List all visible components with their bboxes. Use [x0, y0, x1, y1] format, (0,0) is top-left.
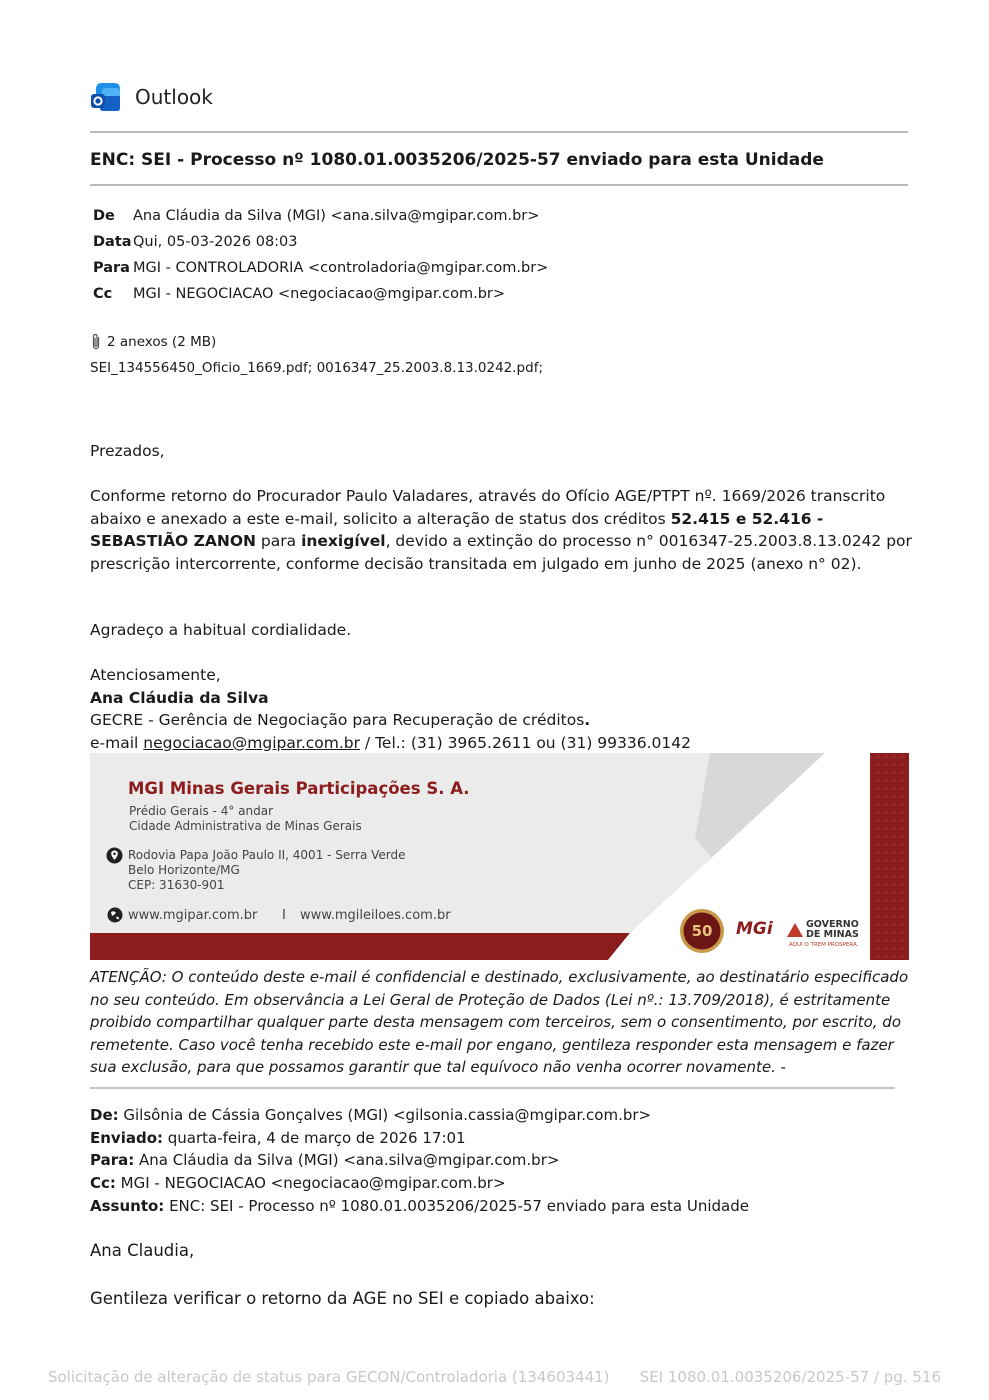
forwarded-headers: [90, 1104, 749, 1218]
footer-document-title: Solicitação de alteração de status para GECON/Controladoria (134603441): [48, 1368, 610, 1386]
fwd-sent-row: [90, 1127, 749, 1150]
50-years-seal: [679, 908, 725, 954]
attachments-count: 2 anexos (2 MB): [107, 333, 217, 350]
footer-page-info: SEI 1080.01.0035206/2025-57 / pg. 516: [639, 1368, 941, 1386]
signature-dept: [90, 709, 915, 732]
fwd-from: Gilsônia de Cássia Gonçalves (MGI) <gilsonia.cassia@mgipar.com.br>: [118, 1106, 652, 1124]
body-paragraph: [90, 485, 915, 575]
fwd-from-label: De:: [90, 1106, 119, 1124]
phone-text: / Tel.: (31) 3965.2611 ou (31) 99336.0142: [360, 733, 691, 752]
email-label: e-mail: [90, 733, 144, 752]
banner-site2[interactable]: www.mgileiloes.com.br: [300, 908, 451, 923]
to-value[interactable]: MGI - CONTROLADORIA <controladoria@mgipar.com.br>: [133, 260, 549, 276]
fwd-cc-row: [90, 1172, 749, 1195]
banner-company: MGI Minas Gerais Participações S. A.: [128, 779, 470, 798]
fwd-subject-row: [90, 1195, 749, 1218]
fwd-subject-label: Assunto:: [90, 1196, 165, 1215]
email-headers: [93, 203, 548, 307]
greeting: Prezados,: [90, 442, 165, 460]
cc-value[interactable]: MGI - NEGOCIACAO <negociacao@mgipar.com.br>: [133, 286, 506, 302]
gov-line2: DE MINAS: [806, 929, 859, 940]
app-name: Outlook: [135, 85, 213, 109]
mgi-logo: MGi: [736, 919, 773, 939]
to-row: [93, 255, 548, 281]
divider: [90, 1087, 895, 1089]
notice-text: ATENÇÃO: O conteúdo deste e-mail é confidencial e destinado, exclusivamente, ao destinatário especificado no seu conteúdo. Em observância a Lei Geral de Proteção de Dados (Lei nº.: 13.709/2018), é estritamente proibido compartilhar qualquer parte desta mensagem com terceiros, sem o consentimento, por escrito, do remetente. Caso você tenha recebido este e-mail por engano, gentileza responder esta mensagem e fazer sua exclusão, para que possamos garantir que tal equívoco não venha ocorrer novamente.: [90, 968, 909, 1076]
governo-logo-text: [806, 920, 859, 940]
banner-addr1: Rodovia Papa João Paulo II, 4001 - Serra Verde: [128, 848, 406, 862]
banner-addr3: CEP: 31630-901: [128, 878, 225, 892]
date-value: Qui, 05-03-2026 08:03: [133, 234, 298, 250]
body-text: para: [256, 532, 302, 550]
closing: Atenciosamente,: [90, 666, 221, 684]
outlook-icon: [90, 82, 122, 112]
gov-tagline: AQUI O TREM PROSPERA.: [789, 942, 859, 948]
cc-label: Cc: [93, 286, 113, 302]
cc-row: [93, 281, 548, 307]
fwd-to-label: Para:: [90, 1151, 135, 1170]
signature-dept-end: .: [584, 711, 591, 729]
from-value[interactable]: Ana Cláudia da Silva (MGI) <ana.silva@mgipar.com.br>: [133, 208, 540, 224]
body-text: , devido a extinção do processo n° 0016347-25.2003.8.13.0242 por prescrição intercorrente, conforme decisão transitada em julgado em junho de 2025 (anexo n° 02).: [90, 532, 912, 573]
signature-dept-text: GECRE - Gerência de Negociação para Recuperação de créditos: [90, 711, 585, 729]
to-label: Para: [93, 260, 130, 276]
fwd-cc-label: Cc:: [90, 1174, 116, 1193]
attachments-summary[interactable]: [90, 333, 216, 350]
gov-line1: GOVERNO: [806, 919, 859, 930]
fwd-greeting: Ana Claudia,: [90, 1241, 195, 1260]
confidentiality-notice: [90, 966, 915, 1079]
status-bold: inexigível: [301, 532, 386, 550]
governo-minas-icon: [787, 923, 803, 937]
email-body: [90, 440, 915, 754]
attachments-files[interactable]: SEI_134556450_Oficio_1669.pdf; 0016347_25.2003.8.13.0242.pdf;: [90, 360, 544, 376]
date-row: [93, 229, 548, 255]
signature-name-text: Ana Cláudia da Silva: [90, 688, 269, 707]
outlook-brand: [90, 82, 213, 112]
divider: [90, 184, 908, 186]
banner-line2: Cidade Administrativa de Minas Gerais: [129, 819, 362, 833]
banner-addr2: Belo Horizonte/MG: [128, 863, 240, 877]
notice-tail: -: [775, 1058, 787, 1076]
globe-icon: [107, 907, 123, 923]
divider: [90, 131, 908, 133]
body-text: Conforme retorno do Procurador Paulo Valadares, através do Ofício AGE/PTPT nº. 1669/2026 transcrito abaixo e anexado a este e-mail, solicito a alteração de status dos créditos: [90, 487, 886, 528]
banner-separator: I: [282, 908, 286, 923]
from-row: [93, 203, 548, 229]
fwd-subject: ENC: SEI - Processo nº 1080.01.0035206/2025-57 enviado para esta Unidade: [164, 1196, 749, 1215]
fwd-body-line: Gentileza verificar o retorno da AGE no SEI e copiado abaixo:: [90, 1289, 595, 1308]
banner-line1: Prédio Gerais - 4° andar: [129, 804, 274, 818]
signature-name: [90, 687, 915, 710]
fwd-sent: quarta-feira, 4 de março de 2026 17:01: [163, 1128, 466, 1147]
seal-text: 50: [691, 922, 713, 940]
thanks: Agradeço a habitual cordialidade.: [90, 621, 352, 639]
from-label: De: [93, 208, 115, 224]
location-pin-icon: [106, 847, 123, 864]
fwd-cc: MGI - NEGOCIACAO <negociacao@mgipar.com.br>: [115, 1174, 506, 1193]
fwd-to: Ana Cláudia da Silva (MGI) <ana.silva@mgipar.com.br>: [134, 1151, 560, 1170]
paperclip-icon: [90, 333, 102, 350]
fwd-sent-label: Enviado:: [90, 1128, 164, 1147]
date-label: Data: [93, 234, 132, 250]
credits-bold: 52.415 e 52.416 - SEBASTIÃO ZANON: [90, 509, 824, 550]
fwd-from-row: [90, 1104, 749, 1127]
signature-email-link[interactable]: negociacao@mgipar.com.br: [143, 733, 360, 752]
email-subject: ENC: SEI - Processo nº 1080.01.0035206/2025-57 enviado para esta Unidade: [90, 150, 824, 170]
signature-contact: [90, 732, 915, 755]
banner-site1[interactable]: www.mgipar.com.br: [128, 908, 258, 923]
signature-banner: [90, 753, 909, 960]
fwd-to-row: [90, 1149, 749, 1172]
